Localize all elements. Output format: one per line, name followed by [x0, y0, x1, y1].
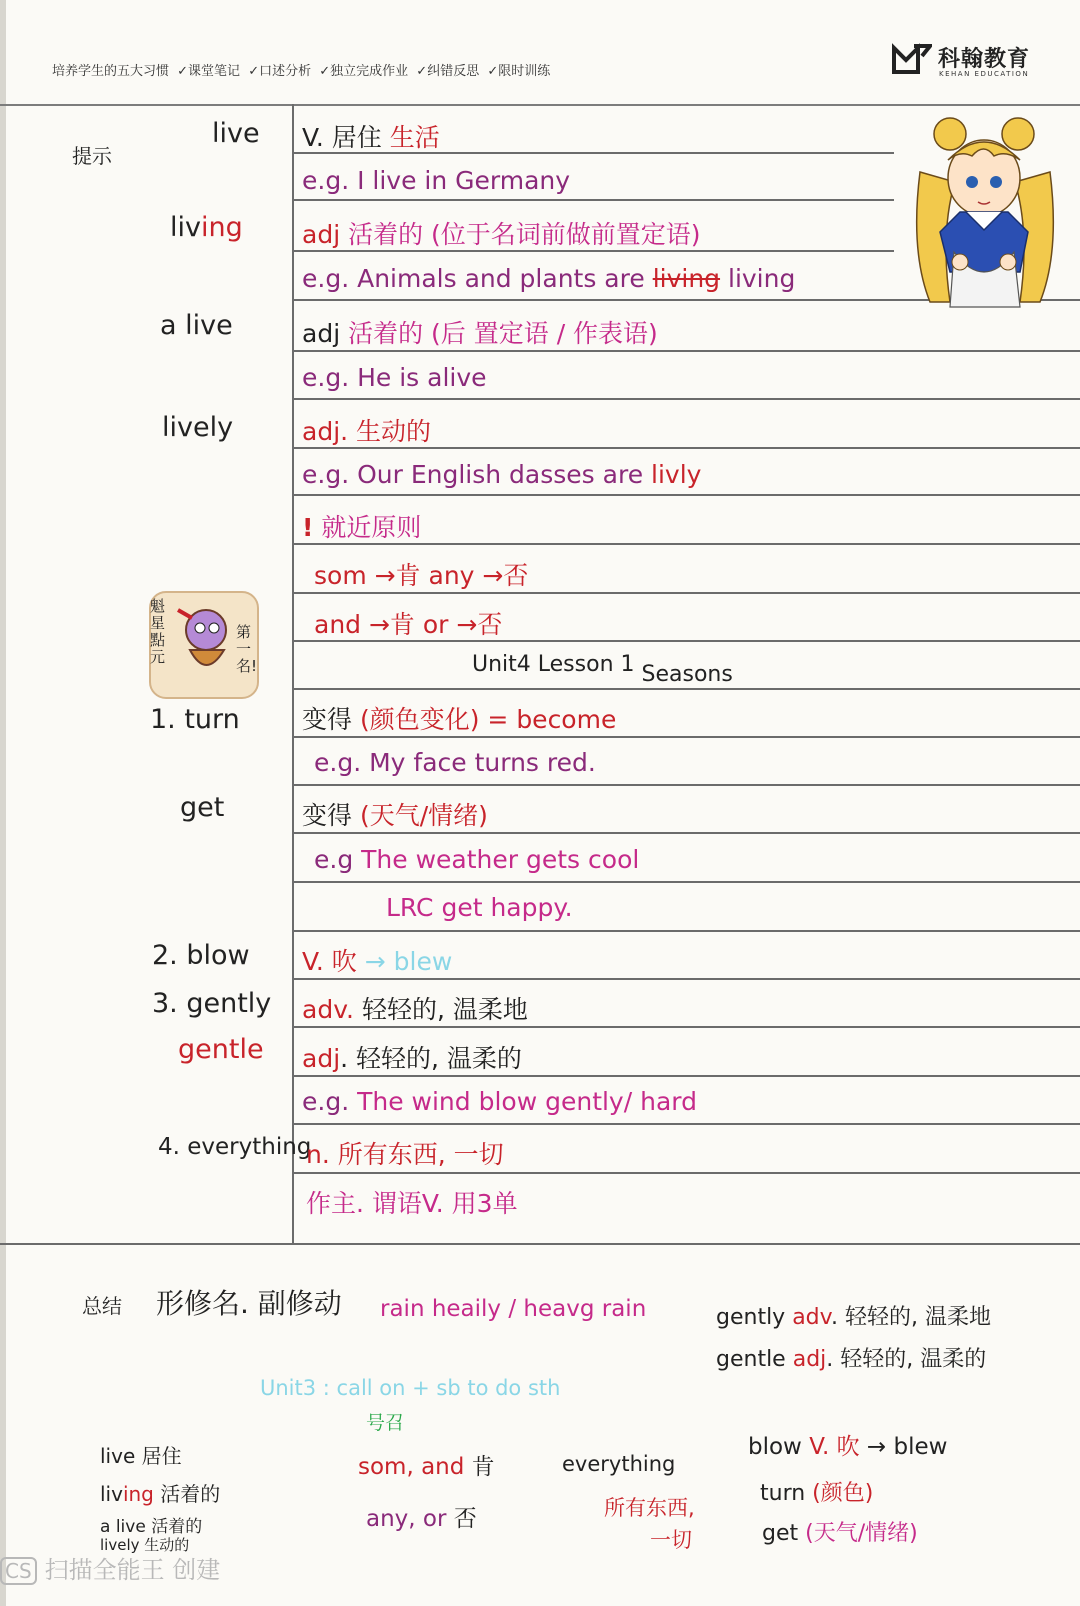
row-line	[294, 1026, 1080, 1028]
scanner-logo-icon: CS	[0, 1557, 37, 1585]
word-everything: 4. everything	[158, 1134, 312, 1160]
summary-pos: adj	[792, 1347, 827, 1372]
summary-word: get	[762, 1521, 799, 1546]
summary-meaning: V. 吹	[809, 1434, 860, 1460]
summary-pos: adv	[792, 1305, 831, 1330]
note-example: The weather gets cool	[361, 845, 640, 874]
word-lively: lively	[162, 412, 234, 443]
note-row: n. 所有东西, 一切	[306, 1140, 504, 1169]
row-line	[294, 736, 1080, 738]
row-line	[294, 592, 1080, 594]
habit-item: ✓限时训练	[487, 64, 551, 79]
summary-word: som, and	[358, 1454, 465, 1480]
summary-blow	[748, 1428, 947, 1461]
summary-rule: 形修名. 副修动	[156, 1287, 342, 1320]
summary-meaning: (天气/情绪)	[805, 1521, 918, 1546]
note-row: e.g. I live in Germany	[302, 166, 571, 195]
note-row	[302, 990, 528, 1026]
row-line	[294, 881, 1080, 883]
row-line	[294, 1123, 1080, 1125]
row-line	[294, 1172, 1080, 1174]
summary-alive: a live 活着的	[100, 1517, 203, 1537]
row-line	[294, 978, 1080, 980]
summary-word: gentle	[716, 1347, 786, 1372]
note-pos: adv.	[302, 995, 354, 1024]
column-divider	[292, 104, 294, 1244]
word-live: live	[212, 118, 260, 149]
summary-meaning: . 轻轻的, 温柔地	[830, 1305, 991, 1330]
note-row	[302, 264, 795, 293]
note-meaning: 轻轻的, 温柔地	[361, 995, 528, 1024]
summary-label: 总结	[82, 1294, 122, 1318]
brand-logo	[892, 40, 1042, 84]
scanner-text: 扫描全能王 创建	[44, 1556, 221, 1584]
note-example: e.g. Our English dasses are	[302, 460, 652, 489]
summary-any-or	[366, 1500, 477, 1533]
note-meaning: . 轻轻的, 温柔的	[340, 1044, 522, 1073]
note-pos: adj.	[302, 417, 349, 446]
summary-meaning: 否	[453, 1506, 477, 1532]
word-gentle: gentle	[178, 1034, 264, 1065]
word-turn: 1. turn	[150, 704, 240, 735]
summary-word: turn	[760, 1481, 806, 1506]
summary-example: rain heaily / heavg rain	[380, 1296, 647, 1322]
row-line	[294, 494, 1080, 496]
cartoon-girl-illustration	[910, 112, 1060, 312]
lesson-unit: Unit4 Lesson 1	[472, 652, 635, 677]
note-rule: 就近原则	[321, 513, 422, 542]
summary-haozhao: 号召	[366, 1412, 405, 1434]
note-pos: adj	[302, 1044, 341, 1073]
summary-word: blow	[748, 1434, 802, 1460]
summary-rain	[380, 1296, 646, 1322]
word-living	[170, 212, 243, 243]
note-row	[302, 412, 431, 448]
summary-turn	[760, 1476, 873, 1507]
habit-item: ✓口述分析	[248, 64, 312, 79]
summary-meaning: 活着的	[160, 1482, 221, 1506]
note-meaning: 变得	[302, 705, 353, 734]
summary-word: gently	[716, 1305, 786, 1330]
note-pos: adj	[302, 220, 341, 249]
summary-word: liv	[100, 1482, 123, 1506]
note-row	[302, 1087, 697, 1116]
word-alive: a live	[160, 310, 233, 341]
note-pos: adj	[302, 319, 341, 348]
row-line	[294, 832, 1080, 834]
note-row	[314, 845, 639, 874]
word-blow: 2. blow	[152, 940, 250, 971]
habit-item: ✓独立完成作业	[319, 64, 409, 79]
note-example: living	[720, 264, 796, 293]
note-row	[302, 508, 421, 544]
summary-suffix: ing	[122, 1482, 154, 1506]
hint-label: 提示	[72, 144, 112, 168]
summary-meaning: (颜色)	[812, 1481, 874, 1506]
note-row	[302, 118, 440, 154]
word-living-stem: liv	[170, 212, 201, 243]
note-row	[302, 215, 701, 251]
note-row: e.g. My face turns red.	[314, 748, 596, 777]
note-example: e.g	[314, 845, 362, 874]
note-meaning: 变得	[302, 801, 353, 830]
word-get: get	[180, 792, 225, 823]
summary-som-and	[358, 1448, 495, 1481]
summary-everything: everything	[562, 1452, 676, 1476]
note-row	[302, 942, 452, 978]
row-line	[294, 398, 1080, 400]
sticker-text-left: 魁星點元	[150, 597, 166, 666]
row-line	[294, 350, 1080, 352]
note-example: e.g.	[302, 1087, 358, 1116]
note-pos: V. 吹	[302, 947, 357, 976]
summary-gently	[716, 1300, 991, 1331]
row-line	[294, 1075, 1080, 1077]
scan-edge	[0, 0, 6, 1606]
note-example: e.g. Animals and plants are	[302, 264, 653, 293]
summary-meaning: . 轻轻的, 温柔的	[826, 1347, 987, 1372]
header-rule	[0, 104, 1080, 106]
summary-living	[100, 1478, 220, 1507]
brand-name-en: KEHAN EDUCATION	[939, 70, 1030, 78]
summary-lively: lively 生动的	[100, 1536, 190, 1554]
note-row	[302, 314, 658, 350]
page-header	[0, 0, 1080, 108]
habits-line	[52, 60, 554, 79]
summary-unit3: Unit3 : call on + sb to do sth	[260, 1376, 561, 1400]
row-line	[294, 784, 1080, 786]
note-row: e.g. He is alive	[302, 363, 487, 392]
habit-item: ✓课堂笔记	[177, 64, 241, 79]
lesson-title	[472, 652, 733, 687]
brand-mark-icon	[892, 42, 932, 76]
scanner-watermark	[0, 1550, 220, 1585]
summary-get	[762, 1516, 918, 1547]
lesson-name: Seasons	[641, 662, 733, 687]
row-line	[294, 199, 894, 201]
note-row	[302, 1039, 522, 1075]
summary-word: any, or	[366, 1506, 447, 1532]
note-example: livly	[651, 460, 702, 489]
row-line	[294, 688, 1080, 690]
word-living-suffix: ing	[200, 212, 243, 243]
note-row	[302, 700, 616, 736]
section-divider	[0, 1243, 1080, 1245]
summary-meaning: 肯	[471, 1454, 495, 1480]
habit-item: ✓纠错反思	[416, 64, 480, 79]
summary-everything-meaning: 一切	[650, 1528, 692, 1552]
sticker-text-right: 第一名!	[236, 623, 258, 675]
note-meaning: 生活	[389, 123, 440, 152]
summary-past-tense: → blew	[866, 1434, 948, 1460]
note-row	[302, 796, 488, 832]
note-pos: V. 居住	[302, 123, 382, 152]
brand-name: 科翰教育	[938, 47, 1031, 72]
row-line	[294, 930, 1080, 932]
word-gently: 3. gently	[152, 988, 272, 1019]
summary-gentle	[716, 1342, 986, 1373]
note-meaning: 生动的	[356, 417, 432, 446]
note-row	[302, 460, 701, 489]
exclamation-icon: !	[302, 513, 314, 542]
note-detail: (颜色变化) = become	[359, 705, 617, 734]
summary-everything-meaning: 所有东西,	[604, 1496, 695, 1520]
note-row: 作主. 谓语V. 用3单	[306, 1189, 518, 1218]
habits-title: 培养学生的五大习惯	[52, 64, 170, 79]
summary-live: live 居住	[100, 1444, 182, 1468]
note-meaning: 活着的 (位于名词前做前置定语)	[348, 220, 701, 249]
note-row: som →肯 any →否	[314, 561, 529, 590]
note-detail: (天气/情绪)	[359, 801, 488, 830]
note-past-tense: → blew	[364, 947, 453, 976]
note-correction: living	[652, 264, 721, 293]
note-row: and →肯 or →否	[314, 610, 503, 639]
note-meaning: 活着的 (后 置定语 / 作表语)	[348, 319, 658, 348]
note-example: The wind blow gently/ hard	[357, 1087, 697, 1116]
note-row: LRC get happy.	[386, 893, 573, 922]
